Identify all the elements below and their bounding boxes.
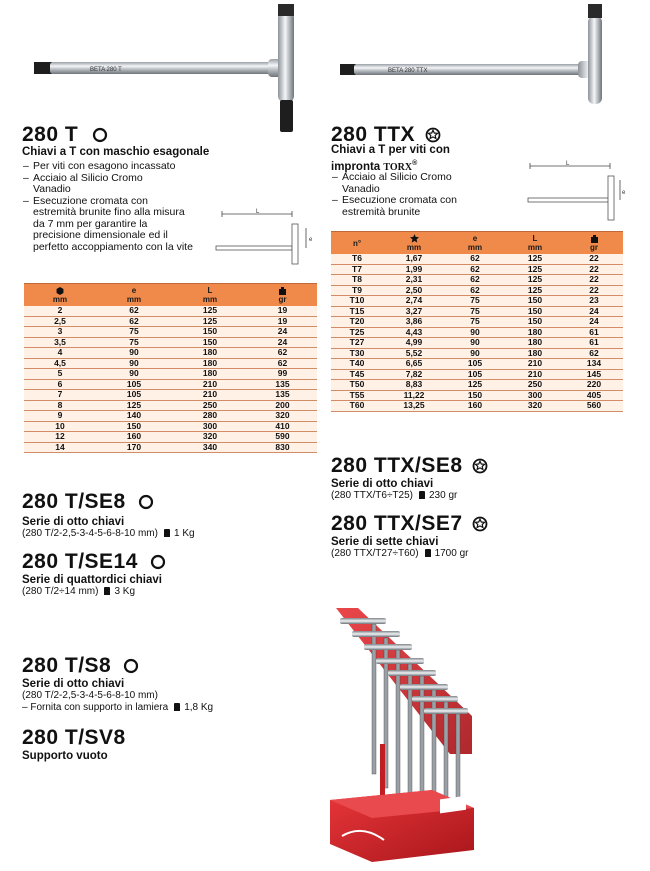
table-cell: 10 <box>24 421 96 432</box>
table-row <box>331 327 623 338</box>
ts8-detail: (280 T/2-2,5-3-4-5-6-8-10 mm) <box>22 690 158 701</box>
header-l: L mm <box>505 232 565 255</box>
table-cell: 830 <box>248 442 317 453</box>
table-cell: 210 <box>505 359 565 370</box>
table-cell: T6 <box>331 254 383 264</box>
table-cell: 125 <box>505 254 565 264</box>
table-cell: 2,31 <box>383 275 445 286</box>
ts8-note: – Fornita con supporto in lamiera 1,8 Kg <box>22 702 214 713</box>
table-cell: 3,86 <box>383 317 445 328</box>
table-cell: 7,82 <box>383 369 445 380</box>
ttx-feature-list <box>332 172 492 218</box>
table-cell: 24 <box>565 306 623 317</box>
table-cell: 7 <box>24 390 96 401</box>
ttx-feature-item: – Acciaio al Silicio Cromo Vanadio <box>332 172 462 195</box>
ttx-subtitle: Chiavi a T per viti con impronta TORX® <box>331 144 450 173</box>
torx-star-icon <box>472 516 488 532</box>
table-cell: 160 <box>445 401 505 412</box>
table-row <box>24 411 317 422</box>
table-cell: 180 <box>172 358 248 369</box>
diagram-e-label: e <box>622 190 626 196</box>
table-cell: 105 <box>96 379 172 390</box>
table-cell: 90 <box>96 358 172 369</box>
header-hex-size: mm <box>24 284 96 307</box>
table-cell: 105 <box>445 359 505 370</box>
table-row <box>331 348 623 359</box>
table-cell: 6,65 <box>383 359 445 370</box>
table-row <box>24 379 317 390</box>
table-cell: 560 <box>565 401 623 412</box>
table-cell: 90 <box>445 338 505 349</box>
ttx-dimension-diagram <box>520 158 630 226</box>
table-cell: 9 <box>24 411 96 422</box>
table-cell: T7 <box>331 264 383 275</box>
table-cell: 180 <box>505 338 565 349</box>
table-cell: 250 <box>172 400 248 411</box>
table-row <box>24 337 317 348</box>
table-cell: 2,74 <box>383 296 445 307</box>
t-spec-table <box>24 283 317 453</box>
table-cell: 320 <box>505 401 565 412</box>
table-cell: 11,22 <box>383 390 445 401</box>
table-cell: 62 <box>445 264 505 275</box>
table-cell: T10 <box>331 296 383 307</box>
table-cell: 4,99 <box>383 338 445 349</box>
torx-icon <box>410 234 419 243</box>
table-row <box>331 296 623 307</box>
table-cell: 75 <box>445 317 505 328</box>
table-row <box>331 285 623 296</box>
table-cell: 61 <box>565 338 623 349</box>
table-cell: 150 <box>445 390 505 401</box>
tse14-product-code: 280 T/SE14 <box>22 551 166 572</box>
table-cell: T15 <box>331 306 383 317</box>
tse14-desc: Serie di quattordici chiavi <box>22 574 162 586</box>
ttxse7-product-code: 280 TTX/SE7 <box>331 513 488 534</box>
tse8-product-code: 280 T/SE8 <box>22 491 154 512</box>
header-l: L mm <box>172 284 248 307</box>
table-cell: 125 <box>172 306 248 316</box>
table-cell: 22 <box>565 264 623 275</box>
table-row <box>331 390 623 401</box>
table-cell: 340 <box>172 442 248 453</box>
table-cell: 180 <box>172 348 248 359</box>
table-cell: T20 <box>331 317 383 328</box>
table-cell: 210 <box>172 390 248 401</box>
ttxse7-desc: Serie di sette chiavi <box>331 536 439 548</box>
table-cell: 140 <box>96 411 172 422</box>
table-cell: 14 <box>24 442 96 453</box>
table-cell: T60 <box>331 401 383 412</box>
table-cell: 90 <box>96 348 172 359</box>
table-cell: 210 <box>172 379 248 390</box>
header-weight: gr <box>248 284 317 307</box>
tse14-detail: (280 T/2÷14 mm) 3 Kg <box>22 586 136 597</box>
table-cell: 590 <box>248 432 317 443</box>
table-cell: 5,52 <box>383 348 445 359</box>
table-cell: 150 <box>172 337 248 348</box>
table-cell: 125 <box>172 316 248 327</box>
table-cell: 24 <box>565 317 623 328</box>
table-cell: 150 <box>172 327 248 338</box>
tsv8-product-code: 280 T/SV8 <box>22 726 126 749</box>
tse8-desc: Serie di otto chiavi <box>22 516 125 528</box>
header-weight: gr <box>565 232 623 255</box>
ts8-weight: 1,8 Kg <box>168 702 213 713</box>
table-cell: T55 <box>331 390 383 401</box>
diagram-e-label: e <box>309 237 313 243</box>
ttxse7-detail: (280 TTX/T27÷T60) 1700 gr <box>331 548 469 559</box>
table-cell: 4,43 <box>383 327 445 338</box>
table-cell: 1,99 <box>383 264 445 275</box>
table-header-row <box>331 232 623 255</box>
table-cell: 75 <box>96 327 172 338</box>
table-cell: 62 <box>96 316 172 327</box>
table-row <box>331 264 623 275</box>
table-cell: 105 <box>96 390 172 401</box>
table-cell: 90 <box>445 327 505 338</box>
table-cell: 125 <box>505 275 565 286</box>
table-row <box>24 327 317 338</box>
table-cell: 410 <box>248 421 317 432</box>
table-cell: 62 <box>248 348 317 359</box>
table-cell: 62 <box>248 358 317 369</box>
ttxse7-weight: 1700 gr <box>419 548 469 559</box>
ttx-product-code <box>331 124 441 145</box>
ttx-spec-table <box>331 231 623 412</box>
table-cell: 145 <box>565 369 623 380</box>
table-row <box>331 369 623 380</box>
table-cell: 2 <box>24 306 96 316</box>
table-cell: 13,25 <box>383 401 445 412</box>
table-cell: 135 <box>248 390 317 401</box>
table-cell: 22 <box>565 285 623 296</box>
table-cell: 135 <box>248 379 317 390</box>
table-cell: 75 <box>445 306 505 317</box>
tse8-weight: 1 Kg <box>158 528 195 539</box>
table-cell: 250 <box>505 380 565 391</box>
table-cell: 150 <box>505 296 565 307</box>
table-cell: 150 <box>505 306 565 317</box>
table-cell: 320 <box>248 411 317 422</box>
ts8-product-code: 280 T/S8 <box>22 655 139 676</box>
table-row <box>24 421 317 432</box>
table-cell: 23 <box>565 296 623 307</box>
table-cell: 61 <box>565 327 623 338</box>
table-cell: 99 <box>248 369 317 380</box>
table-cell: 405 <box>565 390 623 401</box>
header-e: e mm <box>96 284 172 307</box>
table-cell: 125 <box>505 285 565 296</box>
table-cell: 22 <box>565 254 623 264</box>
table-cell: 75 <box>96 337 172 348</box>
table-cell: 24 <box>248 327 317 338</box>
table-cell: 62 <box>445 275 505 286</box>
diagram-l-label: L <box>566 161 570 167</box>
table-row <box>331 317 623 328</box>
table-cell: 19 <box>248 316 317 327</box>
table-cell: 2,50 <box>383 285 445 296</box>
table-cell: 280 <box>172 411 248 422</box>
torx-brand: TORX <box>383 161 413 173</box>
table-row <box>331 359 623 370</box>
table-cell: T27 <box>331 338 383 349</box>
table-cell: 75 <box>445 296 505 307</box>
ttxse8-product-code: 280 TTX/SE8 <box>331 455 488 476</box>
table-cell: 4 <box>24 348 96 359</box>
t-feature-list <box>23 161 193 253</box>
t-subtitle: Chiavi a T con maschio esagonale <box>22 146 210 158</box>
ts8-desc: Serie di otto chiavi <box>22 678 125 690</box>
table-row <box>331 380 623 391</box>
torx-star-icon <box>472 458 488 474</box>
t-code-text: 280 T <box>22 123 79 146</box>
table-cell: T25 <box>331 327 383 338</box>
table-cell: 19 <box>248 306 317 316</box>
hex-socket-icon <box>138 494 154 510</box>
table-cell: 12 <box>24 432 96 443</box>
table-cell: 125 <box>96 400 172 411</box>
ttxse8-detail: (280 TTX/T6÷T25) 230 gr <box>331 490 458 501</box>
table-cell: T45 <box>331 369 383 380</box>
torx-star-icon <box>425 127 441 143</box>
table-cell: 6 <box>24 379 96 390</box>
hex-icon <box>56 287 64 295</box>
ttx-feature-item: – Esecuzione cromata con estremità brunite <box>332 195 482 218</box>
table-cell: 320 <box>172 432 248 443</box>
table-row <box>24 400 317 411</box>
table-cell: 150 <box>96 421 172 432</box>
table-header-row <box>24 284 317 307</box>
t-product-code <box>22 124 108 145</box>
table-row <box>24 369 317 380</box>
table-cell: 125 <box>505 264 565 275</box>
table-cell: T30 <box>331 348 383 359</box>
ttxse8-weight: 230 gr <box>413 490 457 501</box>
table-cell: T50 <box>331 380 383 391</box>
table-cell: 3,27 <box>383 306 445 317</box>
table-cell: 105 <box>445 369 505 380</box>
ttx-wrench-image <box>338 4 628 104</box>
hex-socket-icon <box>150 554 166 570</box>
table-cell: 180 <box>172 369 248 380</box>
table-row <box>24 442 317 453</box>
table-cell: 2,5 <box>24 316 96 327</box>
table-row <box>24 358 317 369</box>
hex-socket-icon <box>92 127 108 143</box>
table-cell: 220 <box>565 380 623 391</box>
table-row <box>331 254 623 264</box>
wrench-stand-image <box>322 604 482 866</box>
header-number: n° <box>331 232 383 255</box>
weight-icon <box>591 235 598 243</box>
table-cell: 22 <box>565 275 623 286</box>
table-row <box>24 348 317 359</box>
table-cell: 180 <box>505 348 565 359</box>
table-cell: 90 <box>445 348 505 359</box>
table-cell: 3,5 <box>24 337 96 348</box>
ttx-code-text: 280 TTX <box>331 123 416 146</box>
wrench-mark-text: BETA 280 TTX <box>388 68 428 74</box>
header-e: e mm <box>445 232 505 255</box>
t-feature-item: – Acciaio al Silicio Cromo Vanadio <box>23 173 153 196</box>
table-cell: 24 <box>248 337 317 348</box>
weight-icon <box>279 287 286 295</box>
t-dimension-diagram <box>208 208 320 268</box>
table-cell: 8,83 <box>383 380 445 391</box>
wrench-mark-text: BETA 280 T <box>90 67 122 73</box>
table-row <box>331 306 623 317</box>
table-row <box>331 401 623 412</box>
table-cell: 62 <box>445 254 505 264</box>
t-feature-item: – Per viti con esagono incassato <box>23 161 193 173</box>
table-cell: 210 <box>505 369 565 380</box>
table-row <box>24 390 317 401</box>
table-cell: 170 <box>96 442 172 453</box>
table-cell: 200 <box>248 400 317 411</box>
table-cell: 62 <box>445 285 505 296</box>
ttxse8-desc: Serie di otto chiavi <box>331 478 434 490</box>
t-feature-item: – Esecuzione cromata con estremità brunite fino alla misura da 7 mm per garantire la precisione dimensionale ed il perfetto accoppiamento con la vite <box>23 196 193 254</box>
table-cell: 180 <box>505 327 565 338</box>
table-cell: 300 <box>172 421 248 432</box>
table-cell: 1,67 <box>383 254 445 264</box>
tsv8-desc: Supporto vuoto <box>22 750 108 762</box>
table-cell: 62 <box>96 306 172 316</box>
table-cell: 62 <box>565 348 623 359</box>
table-row <box>24 316 317 327</box>
table-cell: 134 <box>565 359 623 370</box>
table-row <box>24 306 317 316</box>
table-cell: 300 <box>505 390 565 401</box>
table-cell: 4,5 <box>24 358 96 369</box>
table-cell: 3 <box>24 327 96 338</box>
table-cell: T9 <box>331 285 383 296</box>
tse14-weight: 3 Kg <box>98 586 135 597</box>
table-cell: 160 <box>96 432 172 443</box>
tse8-detail: (280 T/2-2,5-3-4-5-6-8-10 mm) 1 Kg <box>22 528 195 539</box>
table-row <box>331 275 623 286</box>
table-cell: T8 <box>331 275 383 286</box>
table-cell: 125 <box>445 380 505 391</box>
header-torx-size: mm <box>383 232 445 255</box>
table-cell: 5 <box>24 369 96 380</box>
t-wrench-image <box>30 4 320 132</box>
hex-socket-icon <box>123 658 139 674</box>
table-row <box>24 432 317 443</box>
table-cell: 90 <box>96 369 172 380</box>
diagram-l-label: L <box>256 209 260 215</box>
table-row <box>331 338 623 349</box>
table-cell: T40 <box>331 359 383 370</box>
table-cell: 8 <box>24 400 96 411</box>
table-cell: 150 <box>505 317 565 328</box>
